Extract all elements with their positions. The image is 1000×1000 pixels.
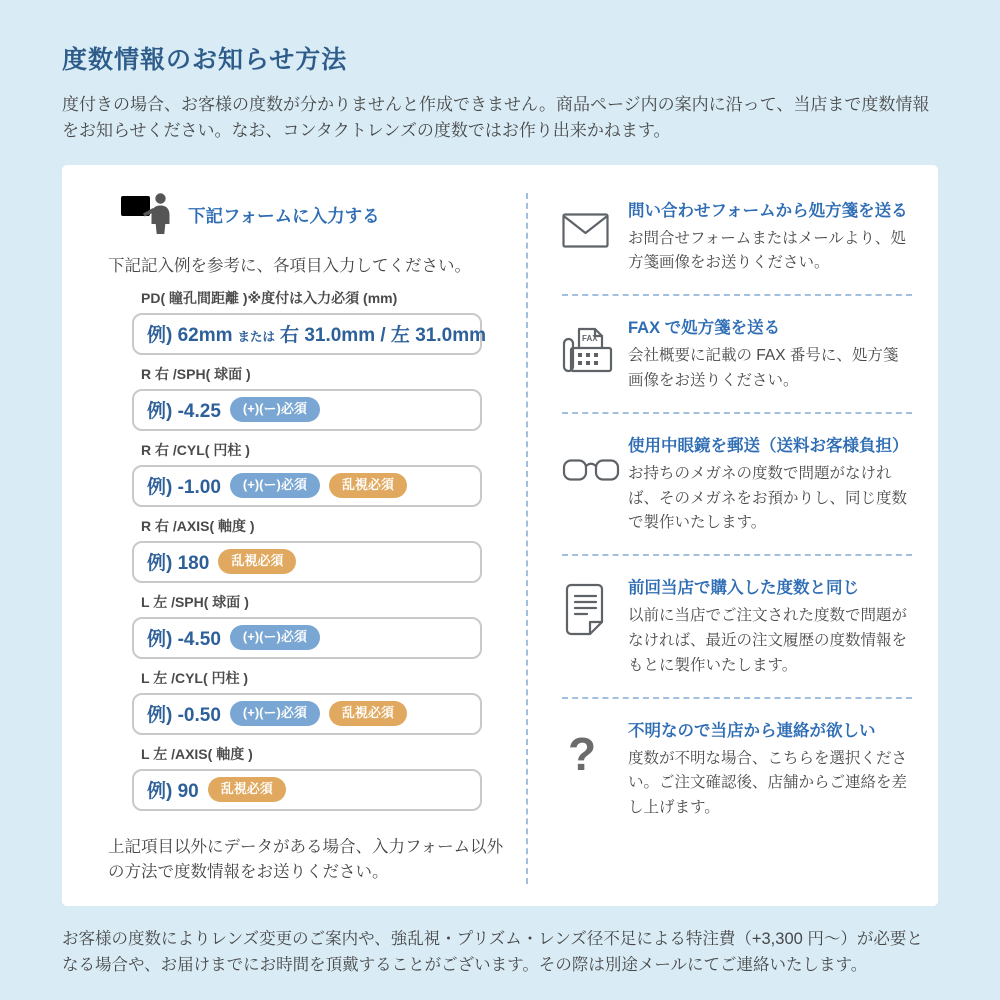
page-title: 度数情報のお知らせ方法 <box>62 46 348 74</box>
sign-required-badge: (+)(ー)必須 <box>230 625 320 650</box>
form-note: 上記項目以外にデータがある場合、入力フォーム以外の方法で度数情報をお送りください。 <box>108 837 504 882</box>
method-description: お持ちのメガネの度数で問題がなければ、そのメガネをお預かりし、同じ度数で製作いたします。 <box>628 464 908 532</box>
field-label: L 左 /SPH( 球面 ) <box>141 593 249 610</box>
field-label: R 右 /SPH( 球面 ) <box>141 365 251 382</box>
method-item <box>562 432 912 536</box>
field-label: L 左 /CYL( 円柱 ) <box>141 669 249 686</box>
document-icon <box>562 574 628 678</box>
field-label: L 左 /AXIS( 軸度 ) <box>141 745 253 762</box>
field-label: R 右 /CYL( 円柱 ) <box>141 441 250 458</box>
form-instruction: 下記記入例を参考に、各項目入力してください。 <box>108 256 471 275</box>
dashed-divider <box>562 294 912 296</box>
method-item <box>562 314 912 394</box>
sign-required-badge: (+)(ー)必須 <box>230 397 320 422</box>
example-text: 例) 180 <box>147 553 210 575</box>
astigmatism-required-badge: 乱視必須 <box>329 701 407 726</box>
example-text-part: 例) 62mm <box>147 325 233 347</box>
astigmatism-required-badge: 乱視必須 <box>218 549 296 574</box>
envelope-icon <box>562 197 628 277</box>
method-item <box>562 717 912 821</box>
question-mark-glyph: ? <box>568 727 597 780</box>
method-description: お問合せフォームまたはメールより、処方箋画像をお送りください。 <box>628 229 906 272</box>
example-text: 例) -4.50 <box>147 629 221 651</box>
example-input-box <box>132 541 482 583</box>
svg-text:FAX: FAX <box>582 334 598 344</box>
form-section <box>88 187 510 886</box>
field-label: PD( 瞳孔間距離 )※度付は入力必須 (mm) <box>141 289 398 306</box>
intro-text: 度付きの場合、お客様の度数が分かりませんと作成できません。商品ページ内の案内に沿って、当店まで度数情報をお知らせください。なお、コンタクトレンズの度数ではお作り出来かねます。 <box>62 95 930 141</box>
astigmatism-required-badge: 乱視必須 <box>208 777 286 802</box>
dashed-divider <box>562 554 912 556</box>
method-description: 会社概要に記載の FAX 番号に、処方箋画像をお送りください。 <box>628 347 899 390</box>
form-section-title: 下記フォームに入力する <box>188 205 380 226</box>
form-section-header <box>88 191 510 240</box>
example-text: 例) -1.00 <box>147 477 221 499</box>
fax-icon <box>562 314 628 394</box>
example-text-part: または <box>237 330 276 345</box>
dashed-divider <box>562 697 912 699</box>
dashed-divider <box>562 412 912 414</box>
example-input-box <box>132 769 482 811</box>
method-item <box>562 197 912 277</box>
example-text: 例) -4.25 <box>147 401 221 423</box>
example-input-box <box>132 389 482 431</box>
footer-note: お客様の度数によりレンズ変更のご案内や、強乱視・プリズム・レンズ径不足による特注費（+3,300 円～）が必要となる場合や、お届けまでにお時間を頂戴することがございます。その際は別途メールにてご連絡いたします。 <box>62 929 923 975</box>
method-item <box>562 574 912 678</box>
sign-required-badge: (+)(ー)必須 <box>230 473 320 498</box>
method-title: 不明なので当店から連絡が欲しい <box>628 721 876 740</box>
method-title: 問い合わせフォームから処方箋を送る <box>628 201 908 220</box>
methods-list <box>562 187 912 886</box>
sign-required-badge: (+)(ー)必須 <box>230 701 320 726</box>
glasses-icon <box>562 432 628 536</box>
method-description: 以前に当店でご注文された度数で問題がなければ、最近の注文履歴の度数情報をもとに製作いたします。 <box>628 607 908 674</box>
method-title: 前回当店で購入した度数と同じ <box>628 579 859 598</box>
field-label: R 右 /AXIS( 軸度 ) <box>141 517 255 534</box>
example-input-box <box>132 313 486 355</box>
example-input-box <box>132 617 482 659</box>
method-description: 度数が不明な場合、こちらを選択ください。ご注文確認後、店舗からご連絡を差し上げます。 <box>628 749 908 817</box>
form-fields <box>132 288 486 811</box>
example-text-part: 右 31.0mm / 左 31.0mm <box>280 325 486 347</box>
vertical-dashed-divider <box>526 193 528 884</box>
astigmatism-required-badge: 乱視必須 <box>329 473 407 498</box>
example-input-box <box>132 693 482 735</box>
info-card <box>62 165 938 906</box>
question-icon <box>562 717 628 821</box>
example-text: 例) -0.50 <box>147 705 221 727</box>
method-title: FAX で処方箋を送る <box>628 319 781 338</box>
example-input-box <box>132 465 482 507</box>
method-title: 使用中眼鏡を郵送（送料お客様負担） <box>628 436 909 455</box>
example-text: 例) 90 <box>147 781 199 803</box>
example-text <box>147 320 486 347</box>
person-at-computer-icon <box>118 191 170 240</box>
